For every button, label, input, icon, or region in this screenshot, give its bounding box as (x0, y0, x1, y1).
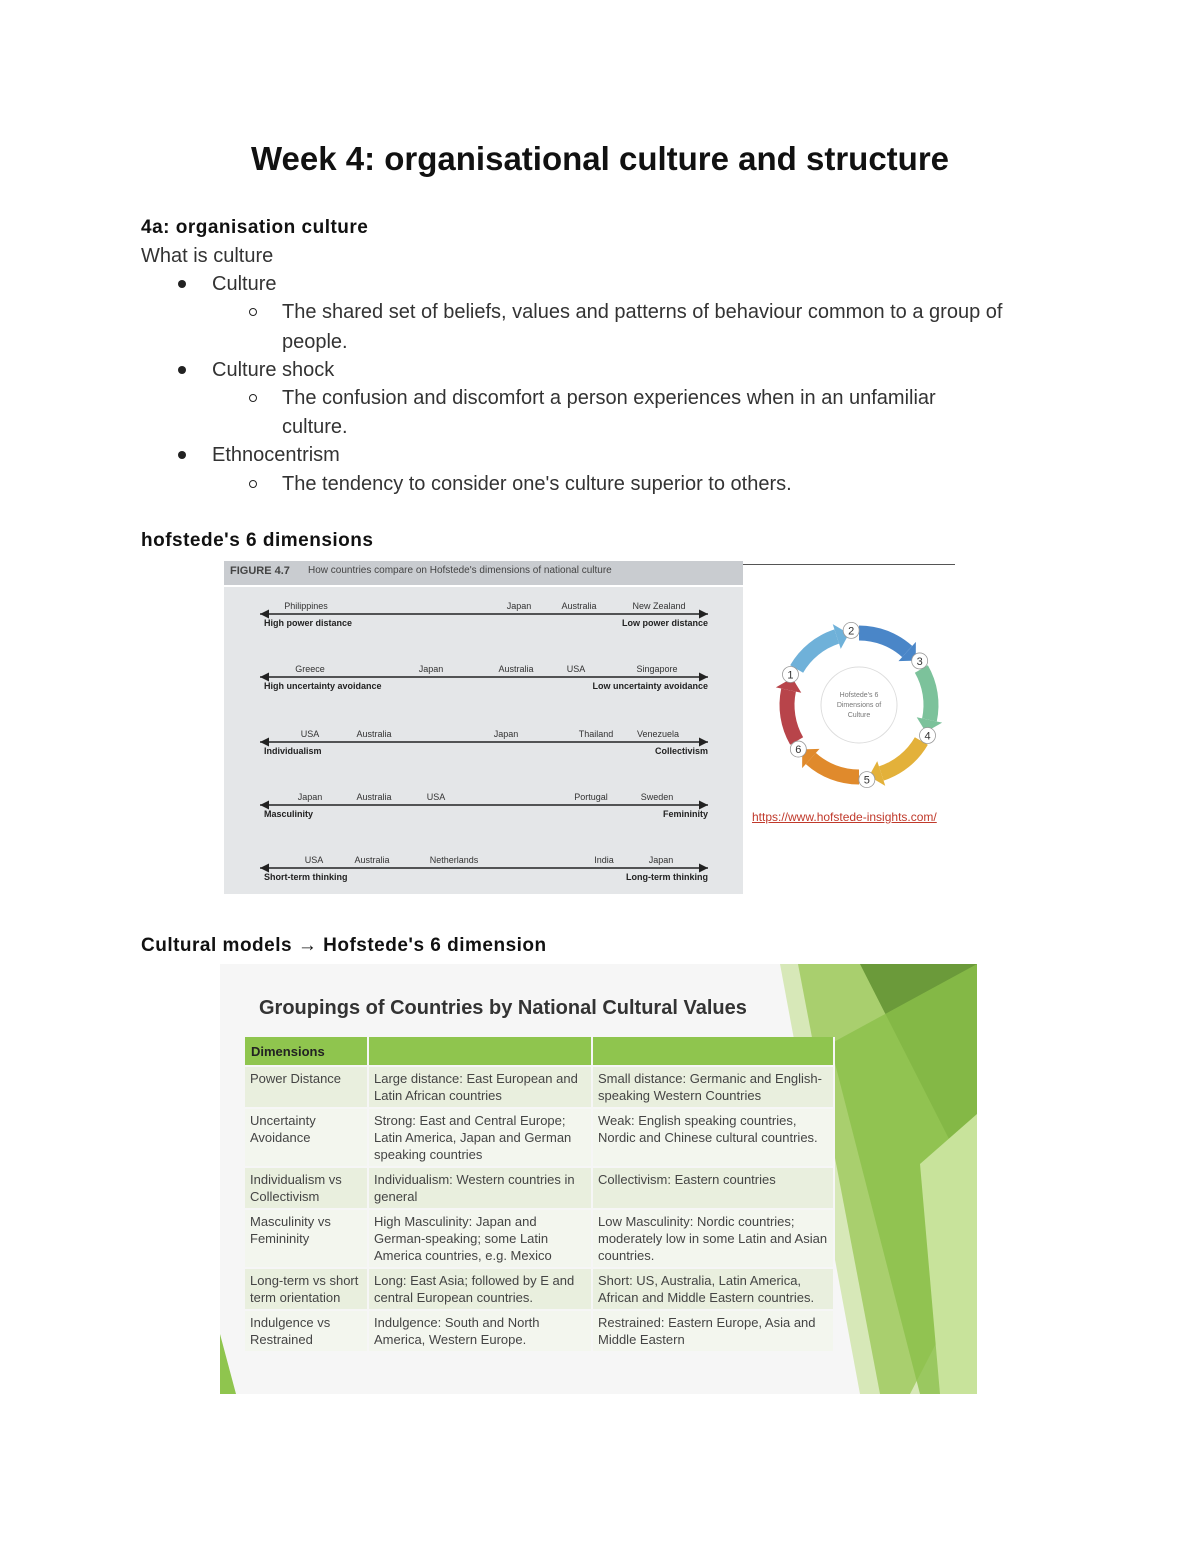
grouping-cell: Large distance: East European and Latin African countries (368, 1066, 592, 1108)
definition-culture-shock-line2: culture. (282, 416, 348, 438)
definition-culture-line1: The shared set of beliefs, values and patterns of behaviour common to a group of (282, 301, 1003, 323)
country-label: Thailand (578, 729, 614, 739)
subheading-what-is-culture: What is culture (141, 245, 274, 267)
country-label: Japan (506, 601, 532, 611)
sub-bullet-icon (249, 480, 257, 488)
figure-caption: How countries compare on Hofstede's dimensions of national culture (308, 565, 612, 576)
divider (743, 564, 955, 565)
grouping-cell: Small distance: Germanic and English-speaking Western Countries (592, 1066, 834, 1108)
table-row (245, 1066, 834, 1108)
country-label: USA (300, 729, 320, 739)
definition-culture-line2: people. (282, 331, 348, 353)
grouping-cell: Restrained: Eastern Europe, Asia and Middle Eastern (592, 1310, 834, 1351)
cycle-center-line2: Dimensions of (836, 702, 882, 709)
country-label: USA (426, 792, 446, 802)
dimension-cell: Uncertainty Avoidance (245, 1108, 368, 1167)
cycle-number: 3 (916, 655, 923, 668)
dimension-cell: Power Distance (245, 1066, 368, 1108)
bullet-icon (178, 451, 186, 459)
table-row (245, 1209, 834, 1268)
hofstede-insights-link[interactable]: https://www.hofstede-insights.com/ (752, 810, 937, 824)
dimension-right-label: Low uncertainty avoidance (592, 681, 708, 691)
country-label: Japan (648, 855, 674, 865)
country-label: New Zealand (632, 601, 686, 611)
cycle-number: 2 (848, 625, 855, 638)
definition-ethnocentrism: The tendency to consider one's culture superior to others. (282, 473, 792, 495)
hofstede-cycle-graphic (752, 615, 952, 795)
dimension-cell: Individualism vs Collectivism (245, 1167, 368, 1209)
dimension-left-label: High power distance (264, 618, 353, 628)
cultural-models-heading: Cultural models → Hofstede's 6 dimension (141, 935, 547, 956)
dimension-right-label: Femininity (662, 809, 708, 819)
section-heading-4a: 4a: organisation culture (141, 217, 369, 238)
country-label: USA (566, 664, 586, 674)
country-label: India (594, 855, 614, 865)
dimension-left-label: Individualism (264, 746, 322, 756)
country-label: Philippines (284, 601, 328, 611)
sub-bullet-icon (249, 394, 257, 402)
grouping-cell: Short: US, Australia, Latin America, African and Middle Eastern countries. (592, 1268, 834, 1310)
grouping-cell: Collectivism: Eastern countries (592, 1167, 834, 1209)
country-label: Japan (297, 792, 323, 802)
country-label: Japan (493, 729, 519, 739)
grouping-cell: Indulgence: South and North America, Western Europe. (368, 1310, 592, 1351)
figure-label: FIGURE 4.7 (230, 565, 290, 577)
definition-culture-shock-line1: The confusion and discomfort a person experiences when in an unfamiliar (282, 387, 936, 409)
table-header-col2 (368, 1037, 592, 1066)
term-ethnocentrism: Ethnocentrism (212, 444, 340, 466)
bullet-icon (178, 280, 186, 288)
table-header-dimensions: Dimensions (245, 1037, 368, 1066)
table-row (245, 1167, 834, 1209)
groupings-slide (220, 964, 977, 1394)
country-label: Australia (356, 729, 392, 739)
cycle-arrow (921, 669, 931, 720)
dimension-cell: Long-term vs short term orientation (245, 1268, 368, 1310)
term-culture-shock: Culture shock (212, 359, 335, 381)
cycle-arrow (859, 633, 907, 651)
cycle-arrow (797, 637, 837, 669)
country-label: Singapore (636, 664, 678, 674)
dimension-left-label: Masculinity (264, 809, 314, 819)
cycle-number: 4 (924, 730, 931, 743)
dimension-right-label: Low power distance (621, 618, 708, 628)
country-label: Australia (354, 855, 390, 865)
country-label: Australia (498, 664, 534, 674)
cycle-center-line3: Culture (847, 712, 871, 719)
grouping-cell: Weak: English speaking countries, Nordic and Chinese cultural countries. (592, 1108, 834, 1167)
country-label: Sweden (640, 792, 674, 802)
bullet-icon (178, 366, 186, 374)
grouping-cell: High Masculinity: Japan and German-speaking; some Latin America countries, e.g. Mexico (368, 1209, 592, 1268)
grouping-cell: Low Masculinity: Nordic countries; moderately low in some Latin and Asian countries. (592, 1209, 834, 1268)
grouping-cell: Individualism: Western countries in general (368, 1167, 592, 1209)
dimension-right-label: Long-term thinking (626, 872, 708, 882)
country-label: Portugal (574, 792, 608, 802)
dimension-left-label: Short-term thinking (264, 872, 348, 882)
cycle-number: 6 (795, 744, 802, 757)
groupings-table (245, 1037, 835, 1351)
table-row (245, 1268, 834, 1310)
cycle-arrow (787, 690, 797, 741)
groupings-title: Groupings of Countries by National Cultural Values (259, 997, 747, 1019)
hofstede-heading: hofstede's 6 dimensions (141, 530, 374, 551)
table-header-col3 (592, 1037, 834, 1066)
dimension-left-label: High uncertainty avoidance (264, 681, 382, 691)
sub-bullet-icon (249, 308, 257, 316)
country-label: Netherlands (429, 855, 479, 865)
country-label: Venezuela (636, 729, 680, 739)
dimension-cell: Masculinity vs Femininity (245, 1209, 368, 1268)
dimension-right-label: Collectivism (654, 746, 708, 756)
country-label: Greece (295, 664, 325, 674)
cycle-center-line1: Hofstede's 6 (839, 692, 879, 699)
page-title: Week 4: organisational culture and structure (250, 140, 950, 177)
cycle-number: 1 (787, 669, 794, 682)
country-label: Australia (561, 601, 597, 611)
dimension-cell: Indulgence vs Restrained (245, 1310, 368, 1351)
grouping-cell: Long: East Asia; followed by E and central European countries. (368, 1268, 592, 1310)
grouping-cell: Strong: East and Central Europe; Latin America, Japan and German speaking countries (368, 1108, 592, 1167)
cycle-arrow (881, 741, 921, 773)
table-row (245, 1310, 834, 1351)
country-label: Australia (356, 792, 392, 802)
term-culture: Culture (212, 273, 277, 295)
country-label: Japan (418, 664, 444, 674)
cycle-number: 5 (863, 774, 870, 787)
dimensions-figure (224, 587, 743, 894)
table-row (245, 1108, 834, 1167)
cycle-arrow (811, 759, 859, 777)
country-label: USA (304, 855, 324, 865)
